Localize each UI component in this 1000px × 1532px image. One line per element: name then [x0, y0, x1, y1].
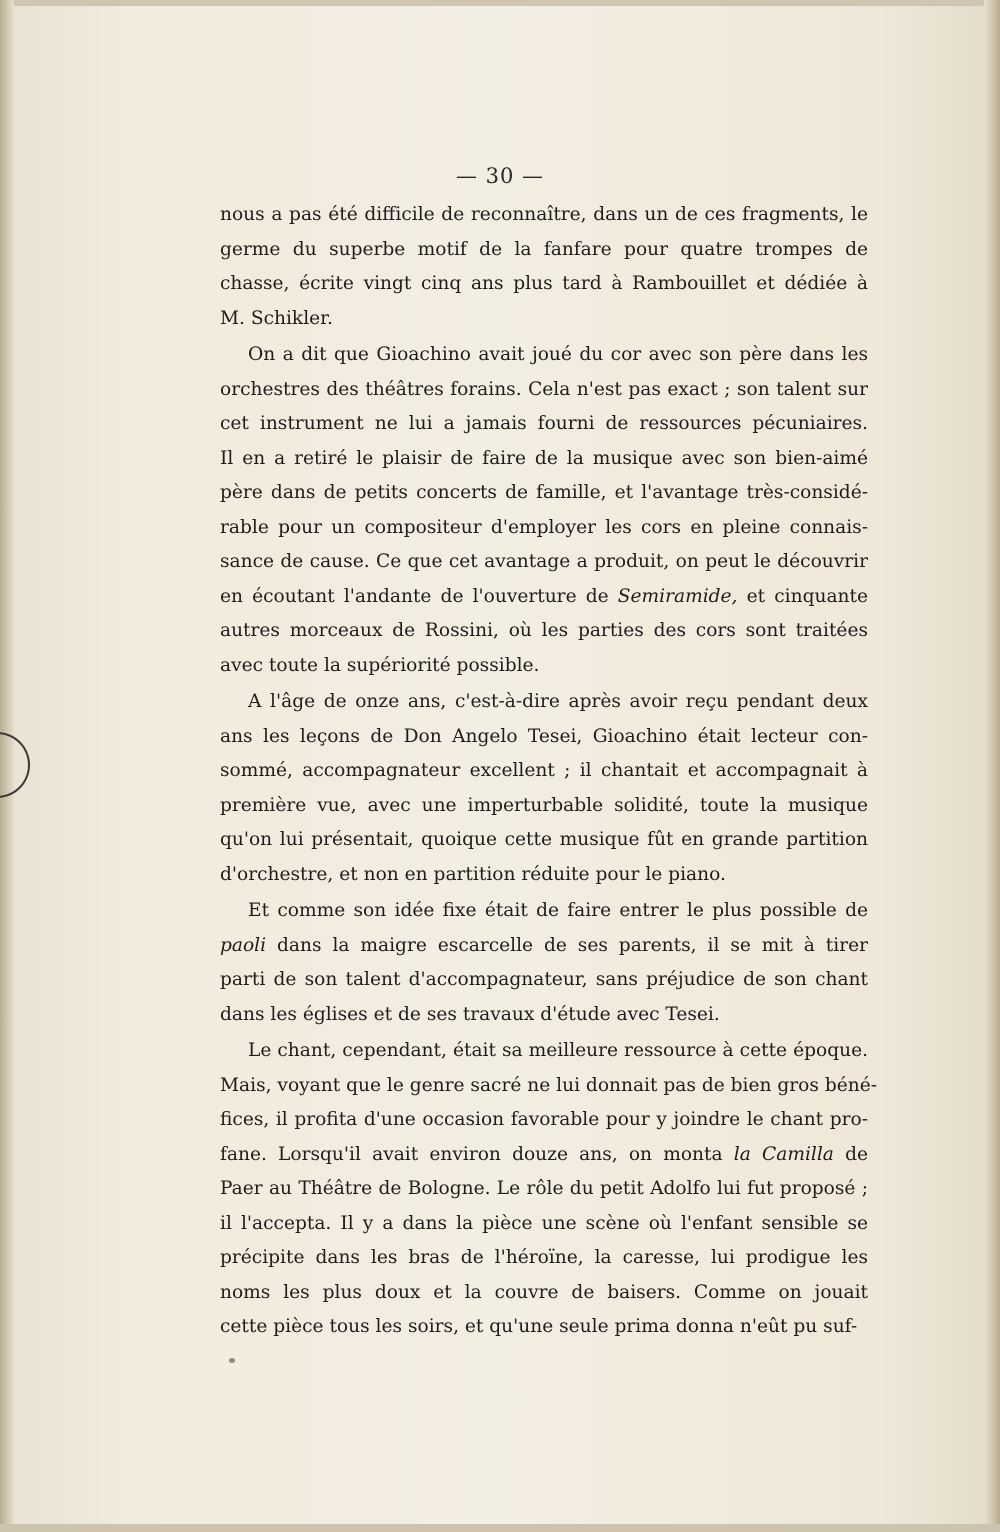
text-line: avec toute la supériorité possible.: [220, 654, 540, 676]
text-line: précipite dans les bras de l'héroïne, la caresse, lui prodigue les: [220, 1247, 868, 1268]
italic-title: paoli: [220, 934, 267, 956]
text-line: Le chant, cependant, était sa meilleure ressource à cette époque.: [248, 1040, 868, 1061]
italic-title: la Camilla: [733, 1143, 834, 1165]
text-line: Et comme son idée fixe était de faire entrer le plus possible de: [248, 900, 868, 921]
body-text: [220, 198, 877, 1345]
text-line: première vue, avec une imperturbable solidité, toute la musique: [220, 794, 868, 816]
text-line: dans les églises et de ses travaux d'étude avec Tesei.: [220, 1003, 720, 1025]
text-line: d'orchestre, et non en partition réduite pour le piano.: [220, 863, 726, 885]
text-line: cet instrument ne lui a jamais fourni de ressources pécuniaires.: [220, 413, 868, 434]
paragraph: [220, 685, 868, 892]
paragraph: [220, 894, 868, 1032]
paragraph: [220, 1034, 877, 1345]
text-line: en écoutant l'andante de l'ouverture de Semiramide, et cinquante: [220, 585, 868, 607]
text-line: cette pièce tous les soirs, et qu'une seule prima donna n'eût pu suf-: [220, 1316, 858, 1337]
text-line: fane. Lorsqu'il avait environ douze ans, on monta la Camilla de: [220, 1143, 868, 1165]
text-line: paoli dans la maigre escarcelle de ses parents, il se mit à tirer: [220, 934, 868, 956]
text-line: A l'âge de onze ans, c'est-à-dire après avoir reçu pendant deux: [248, 691, 868, 712]
text-line: nous a pas été difficile de reconnaître, dans un de ces fragments, le: [220, 204, 868, 225]
italic-title: Semiramide,: [617, 585, 738, 607]
page-clip-icon: [0, 732, 30, 798]
text-line: il l'accepta. Il y a dans la pièce une scène où l'enfant sensible se: [220, 1212, 868, 1234]
text-line: Paer au Théâtre de Bologne. Le rôle du petit Adolfo lui fut proposé ;: [220, 1178, 868, 1199]
text-line: M. Schikler.: [220, 307, 333, 329]
paragraph: [220, 198, 868, 336]
text-line: sommé, accompagnateur excellent ; il chantait et accompagnait à: [220, 760, 868, 781]
text-line: autres morceaux de Rossini, où les parties des cors sont traitées: [220, 620, 868, 641]
text-line: père dans de petits concerts de famille, et l'avantage très-considé-: [220, 482, 868, 503]
text-line: On a dit que Gioachino avait joué du cor avec son père dans les: [248, 344, 868, 365]
page-right-edge: [984, 0, 1000, 1532]
text-line: Il en a retiré le plaisir de faire de la musique avec son bien-aimé: [220, 447, 868, 469]
text-line: fices, il profita d'une occasion favorable pour y joindre le chant pro-: [220, 1109, 868, 1130]
page-bottom-edge: [0, 1524, 1000, 1532]
ink-spot: [229, 1358, 235, 1363]
text-line: noms les plus doux et la couvre de baisers. Comme on jouait: [220, 1281, 868, 1303]
text-line: qu'on lui présentait, quoique cette musique fût en grande partition: [220, 829, 868, 850]
text-line: chasse, écrite vingt cinq ans plus tard à Rambouillet et dédiée à: [220, 273, 868, 294]
text-line: Mais, voyant que le genre sacré ne lui donnait pas de bien gros béné-: [220, 1074, 877, 1096]
page-number: — 30 —: [455, 164, 545, 188]
text-line: rable pour un compositeur d'employer les cors en pleine connais-: [220, 516, 868, 538]
paragraph: [220, 338, 868, 683]
text-line: sance de cause. Ce que cet avantage a produit, on peut le découvrir: [220, 551, 868, 572]
page-top-edge: [0, 0, 1000, 6]
text-line: ans les leçons de Don Angelo Tesei, Gioachino était lecteur con-: [220, 725, 868, 747]
text-line: orchestres des théâtres forains. Cela n'est pas exact ; son talent sur: [220, 378, 868, 400]
text-line: parti de son talent d'accompagnateur, sans préjudice de son chant: [220, 969, 868, 990]
text-line: germe du superbe motif de la fanfare pour quatre trompes de: [220, 238, 868, 260]
